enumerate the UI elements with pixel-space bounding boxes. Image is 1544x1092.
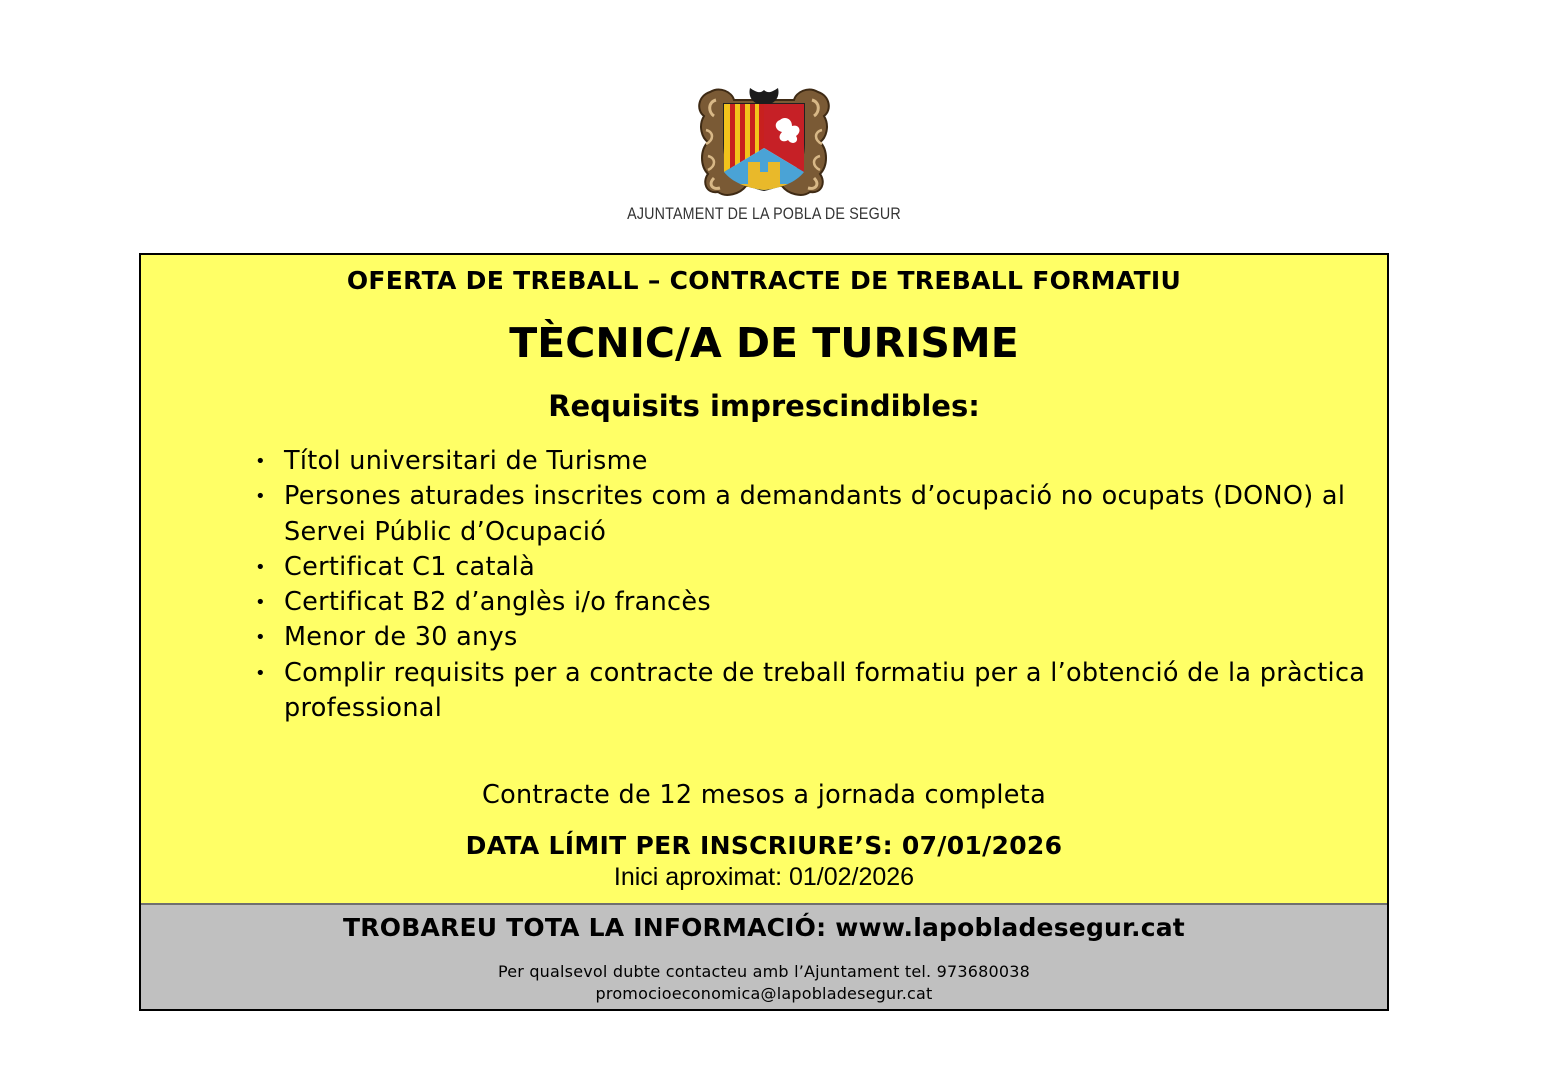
job-title: TÈCNIC/A DE TURISME bbox=[509, 319, 1019, 367]
info-heading: TROBAREU TOTA LA INFORMACIÓ: www.lapobladesegur.cat bbox=[343, 913, 1185, 942]
list-item: • Persones aturades inscrites com a demandants d’ocupació no ocupats (DONO) al Servei Públic d’Ocupació bbox=[255, 479, 1380, 550]
offer-heading: OFERTA DE TREBALL – CONTRACTE DE TREBALL FORMATIU bbox=[346, 266, 1182, 295]
deadline: DATA LÍMIT PER INSCRIURE’S: 07/01/2026 bbox=[465, 831, 1063, 860]
list-item: • Certificat C1 català bbox=[255, 550, 1380, 585]
contact-email: promocioeconomica@lapobladesegur.cat bbox=[595, 984, 933, 1003]
requirements-heading: Requisits imprescindibles: bbox=[548, 389, 980, 423]
contract-text: Contracte de 12 mesos a jornada completa bbox=[481, 780, 1047, 810]
list-item: • Menor de 30 anys bbox=[255, 620, 1380, 655]
logo-caption: AJUNTAMENT DE LA POBLA DE SEGUR bbox=[627, 204, 901, 223]
job-offer-notice bbox=[139, 253, 1389, 1011]
coat-of-arms-icon bbox=[696, 86, 832, 198]
start-date: Inici aproximat: 01/02/2026 bbox=[613, 863, 915, 891]
requirements-list bbox=[255, 444, 1380, 726]
info-bar bbox=[141, 903, 1387, 1009]
list-item: • Certificat B2 d’anglès i/o francès bbox=[255, 585, 1380, 620]
contact-line: Per qualsevol dubte contacteu amb l’Ajuntament tel. 973680038 bbox=[497, 962, 1031, 981]
list-item: • Títol universitari de Turisme bbox=[255, 444, 1380, 479]
list-item: • Complir requisits per a contracte de treball formatiu per a l’obtenció de la pràctica professional bbox=[255, 656, 1380, 727]
